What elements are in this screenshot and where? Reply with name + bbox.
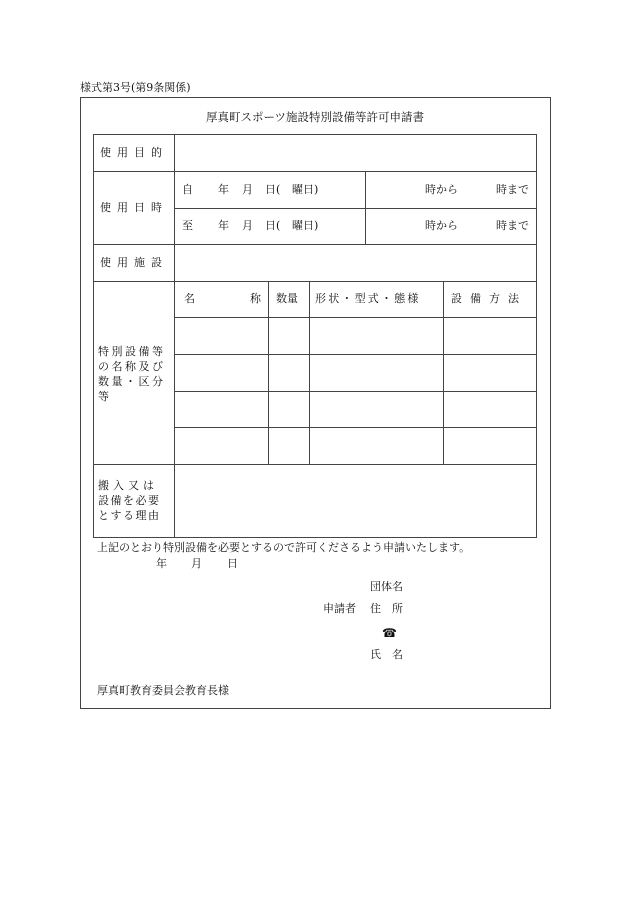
date-subrow-divider <box>174 208 537 209</box>
reason-field[interactable] <box>176 466 534 535</box>
date-to-prefix: 至 <box>182 219 193 232</box>
facility-field[interactable] <box>176 246 534 279</box>
statement-year: 年 <box>156 557 167 570</box>
equipment-header-name-right: 称 <box>250 292 261 305</box>
date-label: 使用日時 <box>100 201 168 214</box>
date-to-time-from: 時から <box>425 219 458 232</box>
equipment-header-shape: 形状・型式・態様 <box>315 292 421 305</box>
equipment-header-method: 設備方法 <box>451 292 527 305</box>
address-label: 住 所 <box>370 602 403 615</box>
equipment-row-divider <box>174 354 537 355</box>
purpose-label: 使用目的 <box>100 146 168 159</box>
date-from-time-from: 時から <box>425 183 458 196</box>
row-divider <box>93 171 537 172</box>
purpose-field[interactable] <box>176 136 534 169</box>
equipment-row-divider <box>174 427 537 428</box>
equipment-col-divider <box>309 281 310 464</box>
date-from-day: 日( <box>265 183 281 196</box>
date-time-divider <box>365 171 366 244</box>
name-label: 氏 名 <box>370 648 403 661</box>
form-title: 厚真町スポーツ施設特別設備等許可申請書 <box>206 110 425 124</box>
date-to-weekday: 曜日) <box>292 219 319 232</box>
statement: 上記のとおり特別設備を必要とするので許可くださるよう申請いたします。 <box>97 541 471 554</box>
table-border-bottom <box>93 537 537 538</box>
row-divider <box>93 464 537 465</box>
reason-label-line: 搬入又は <box>98 479 158 492</box>
table-border-top <box>93 134 537 135</box>
equipment-col-divider <box>443 281 444 464</box>
equipment-header-quantity: 数量 <box>276 292 298 305</box>
row-divider <box>93 281 537 282</box>
date-from-prefix: 自 <box>182 183 193 196</box>
table-border-left <box>93 134 94 538</box>
date-from-month: 月 <box>242 183 253 196</box>
equipment-label-line: の名称及び <box>98 360 166 373</box>
date-from-year: 年 <box>218 183 229 196</box>
date-to-year: 年 <box>218 219 229 232</box>
applicant-label: 申請者 <box>323 602 356 615</box>
equipment-col-divider <box>268 281 269 464</box>
form-number: 様式第3号(第9条関係) <box>80 81 191 94</box>
row-divider <box>93 244 537 245</box>
date-to-time-to: 時まで <box>496 219 529 232</box>
addressee: 厚真町教育委員会教育長様 <box>97 684 229 697</box>
table-border-right <box>536 134 537 538</box>
date-to-day: 日( <box>265 219 281 232</box>
statement-month: 月 <box>191 557 202 570</box>
equipment-label-line: 特別設備等 <box>98 345 166 358</box>
reason-label-line: とする理由 <box>98 509 161 522</box>
equipment-label-line: 等 <box>98 390 112 403</box>
date-to-month: 月 <box>242 219 253 232</box>
label-column-divider <box>174 134 175 538</box>
equipment-label-line: 数量・区分 <box>98 375 166 388</box>
date-from-weekday: 曜日) <box>292 183 319 196</box>
org-label: 団体名 <box>370 580 403 593</box>
equipment-row-divider <box>174 317 537 318</box>
phone-icon: ☎ <box>382 626 397 640</box>
facility-label: 使用施設 <box>100 256 168 269</box>
equipment-row-divider <box>174 391 537 392</box>
statement-day: 日 <box>227 557 238 570</box>
equipment-header-name-left: 名 <box>184 292 195 305</box>
date-from-time-to: 時まで <box>496 183 529 196</box>
reason-label-line: 設備を必要 <box>98 494 161 507</box>
